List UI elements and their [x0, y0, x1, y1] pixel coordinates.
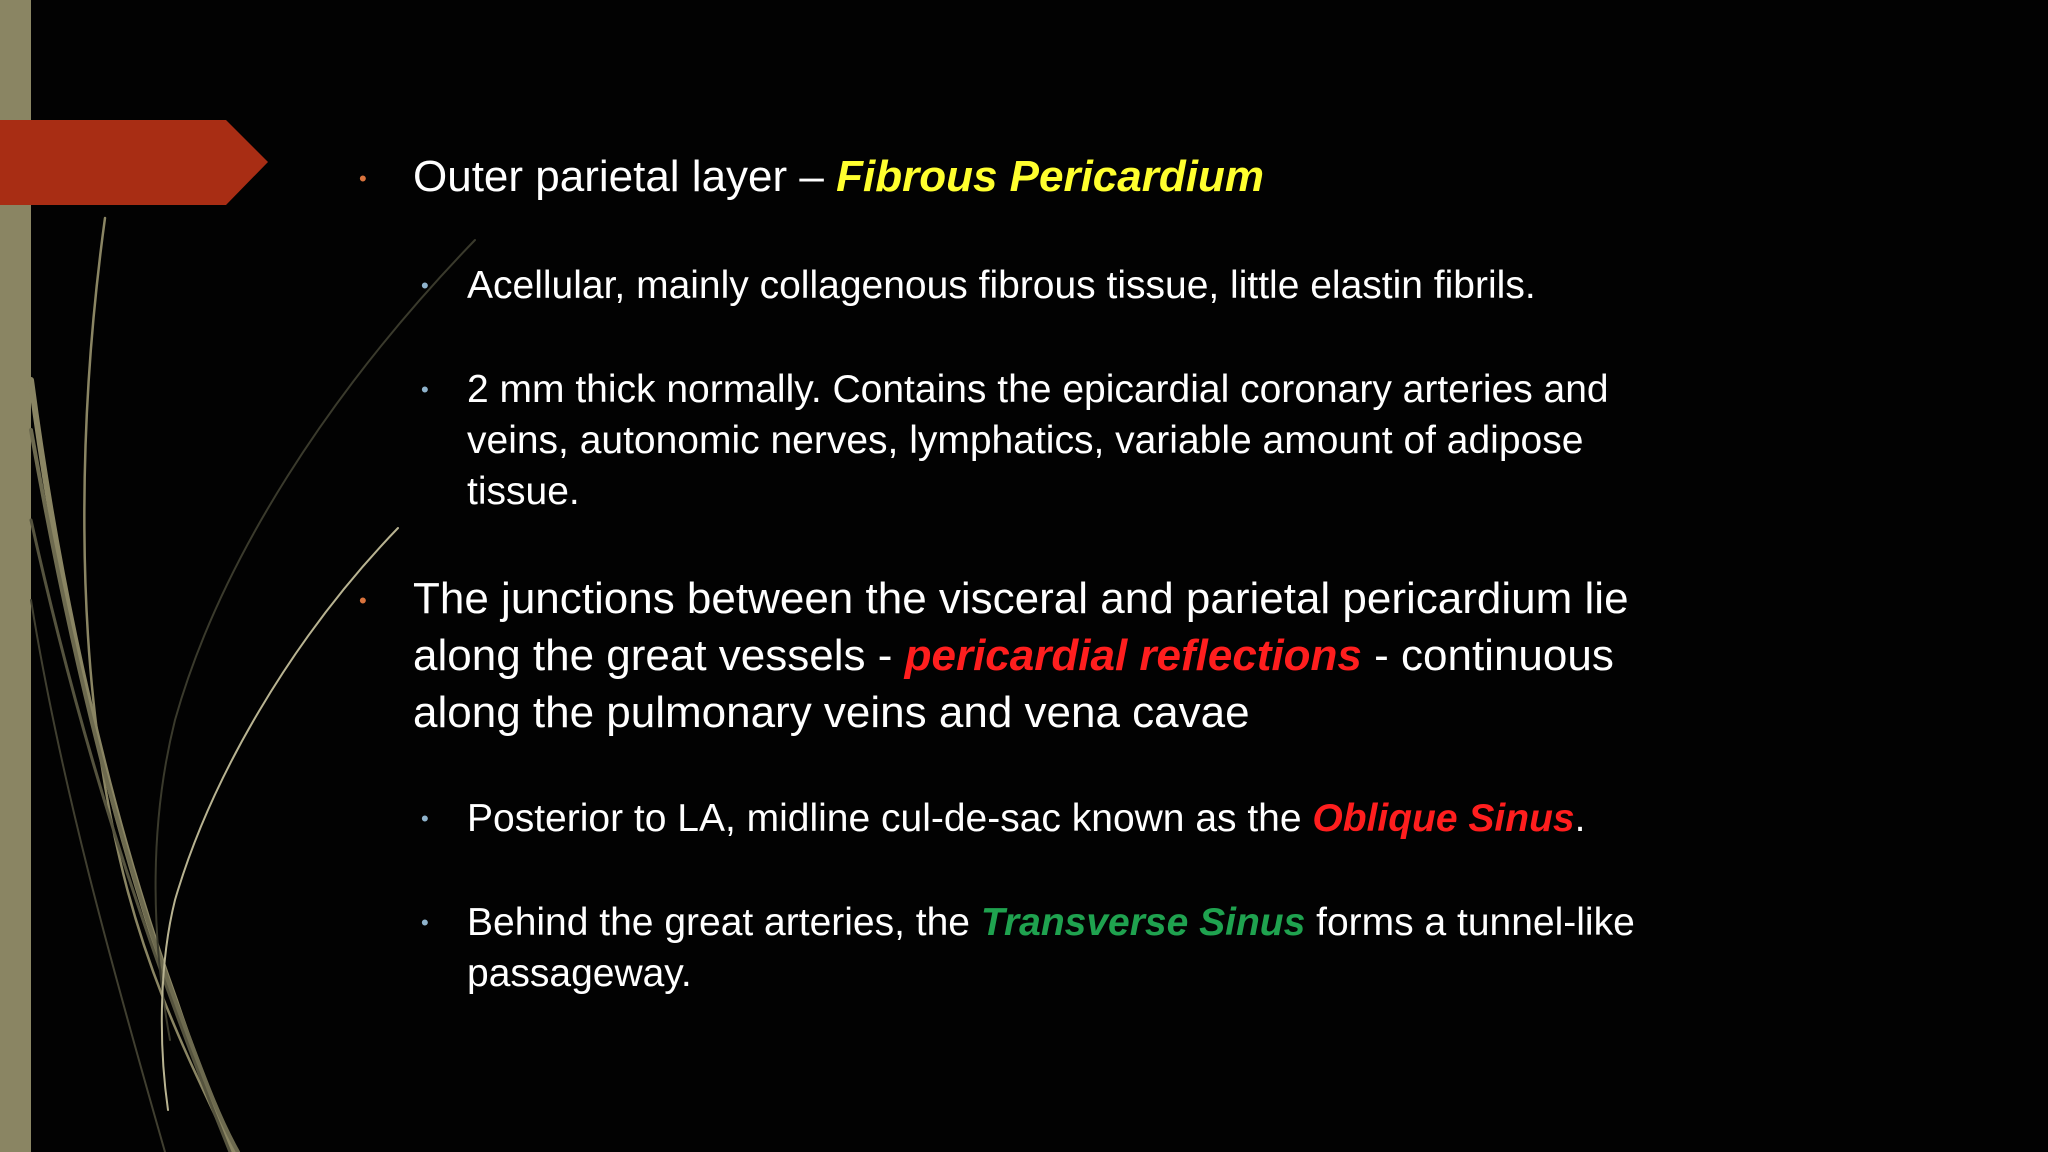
bullet-text-after: .: [1574, 797, 1586, 840]
bullet-dot: •: [359, 588, 367, 613]
bullet-junctions: [359, 570, 1673, 741]
bullet-text: Outer parietal layer –: [413, 152, 837, 201]
bullet-thickness: [421, 364, 1687, 517]
bullet-acellular: [421, 260, 1707, 311]
bullet-dot: •: [359, 166, 367, 191]
bullet-text-after: forms a tunnel-like passageway.: [467, 901, 1635, 995]
bullet-text: 2 mm thick normally. Contains the epicardial coronary arteries and veins, autonomic nerves, lymphatics, variable amount of adipose tissue.: [467, 368, 1609, 513]
highlight-transverse-sinus: Transverse Sinus: [980, 901, 1306, 944]
highlight-fibrous-pericardium: Fibrous Pericardium: [836, 152, 1264, 201]
bullet-text: Behind the great arteries, the: [467, 901, 981, 944]
bullet-text: The junctions between the visceral and parietal pericardium lie along the great vessels -: [413, 574, 1629, 680]
bullet-fibrous-pericardium: [359, 148, 1713, 205]
bullet-dot: •: [421, 806, 429, 831]
bullet-oblique-sinus: [421, 793, 1707, 844]
bullet-dot: •: [421, 910, 429, 935]
bullet-text-after: - continuous along the pulmonary veins and vena cavae: [413, 631, 1614, 737]
bullet-dot: •: [421, 273, 429, 298]
bullet-dot: •: [421, 377, 429, 402]
bullet-transverse-sinus: [421, 897, 1697, 999]
highlight-oblique-sinus: Oblique Sinus: [1312, 797, 1575, 840]
bullet-text: Posterior to LA, midline cul-de-sac known as the: [467, 797, 1313, 840]
bullet-text: Acellular, mainly collagenous fibrous tissue, little elastin fibrils.: [467, 264, 1536, 307]
highlight-pericardial-reflections: pericardial reflections: [904, 631, 1362, 680]
